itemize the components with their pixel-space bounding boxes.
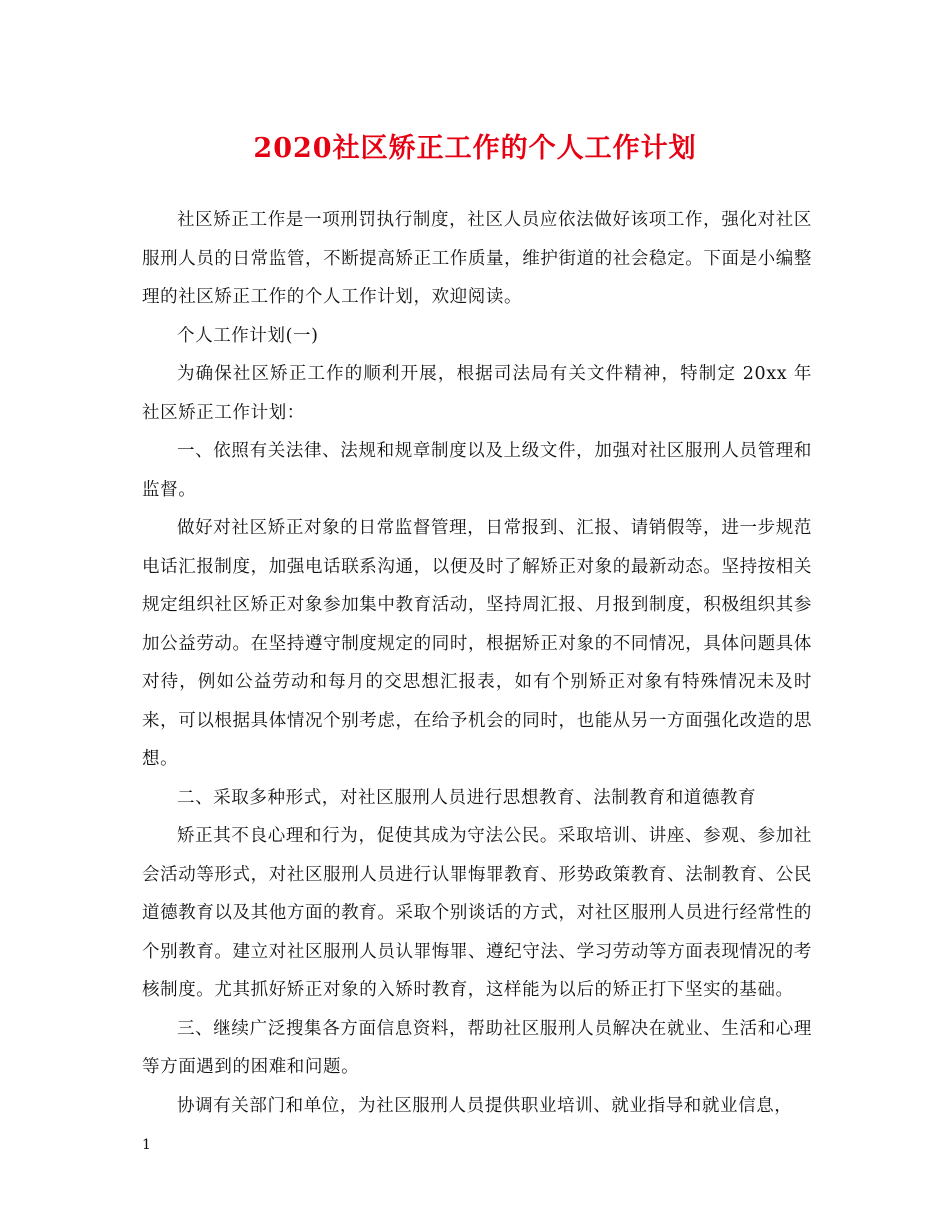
- document-body: [142, 201, 812, 1125]
- paragraph-section-three-body: 协调有关部门和单位，为社区服刑人员提供职业培训、就业指导和就业信息，: [177, 1095, 793, 1116]
- document-title: 2020社区矫正工作的个人工作计划: [253, 133, 697, 164]
- paragraph-section-two-body: 矫正其不良心理和行为，促使其成为守法公民。采取培训、讲座、参观、参加社会活动等形式，对社区服刑人员进行认罪悔罪教育、形势政策教育、法制教育、公民道德教育以及其他方面的教育。采取个别谈话的方式，对社区服刑人员进行经常性的个别教育。建立对社区服刑人员认罪悔罪、遵纪守法、学习劳动等方面表现情况的考核制度。尤其抓好矫正对象的入矫时教育，这样能为以后的矫正打下坚实的基础。: [142, 826, 812, 1000]
- paragraph-plan-purpose: 为确保社区矫正工作的顺利开展，根据司法局有关文件精神，特制定 20xx 年社区矫正工作计划：: [142, 364, 812, 423]
- paragraph-plan-heading: 个人工作计划(一): [177, 325, 319, 346]
- paragraph-section-one-body: 做好对社区矫正对象的日常监督管理，日常报到、汇报、请销假等，进一步规范电话汇报制度，加强电话联系沟通，以便及时了解矫正对象的最新动态。坚持按相关规定组织社区矫正对象参加集中教育活动，坚持周汇报、月报到制度，积极组织其参加公益劳动。在坚持遵守制度规定的同时，根据矫正对象的不同情况，具体问题具体对待，例如公益劳动和每月的交思想汇报表，如有个别矫正对象有特殊情况未及时来，可以根据具体情况个别考虑，在给予机会的同时，也能从另一方面强化改造的思想。: [142, 518, 812, 769]
- page-number: 1: [142, 1137, 151, 1153]
- paragraph-intro: 社区矫正工作是一项刑罚执行制度，社区人员应依法做好该项工作，强化对社区服刑人员的日常监管，不断提高矫正工作质量，维护街道的社会稳定。下面是小编整理的社区矫正工作的个人工作计划，欢迎阅读。: [142, 210, 812, 307]
- paragraph-section-three-heading: 三、继续广泛搜集各方面信息资料，帮助社区服刑人员解决在就业、生活和心理等方面遇到的困难和问题。: [142, 1018, 812, 1077]
- paragraph-section-one-heading: 一、依照有关法律、法规和规章制度以及上级文件，加强对社区服刑人员管理和监督。: [142, 441, 812, 500]
- paragraph-section-two-heading: 二、采取多种形式，对社区服刑人员进行思想教育、法制教育和道德教育: [177, 787, 757, 808]
